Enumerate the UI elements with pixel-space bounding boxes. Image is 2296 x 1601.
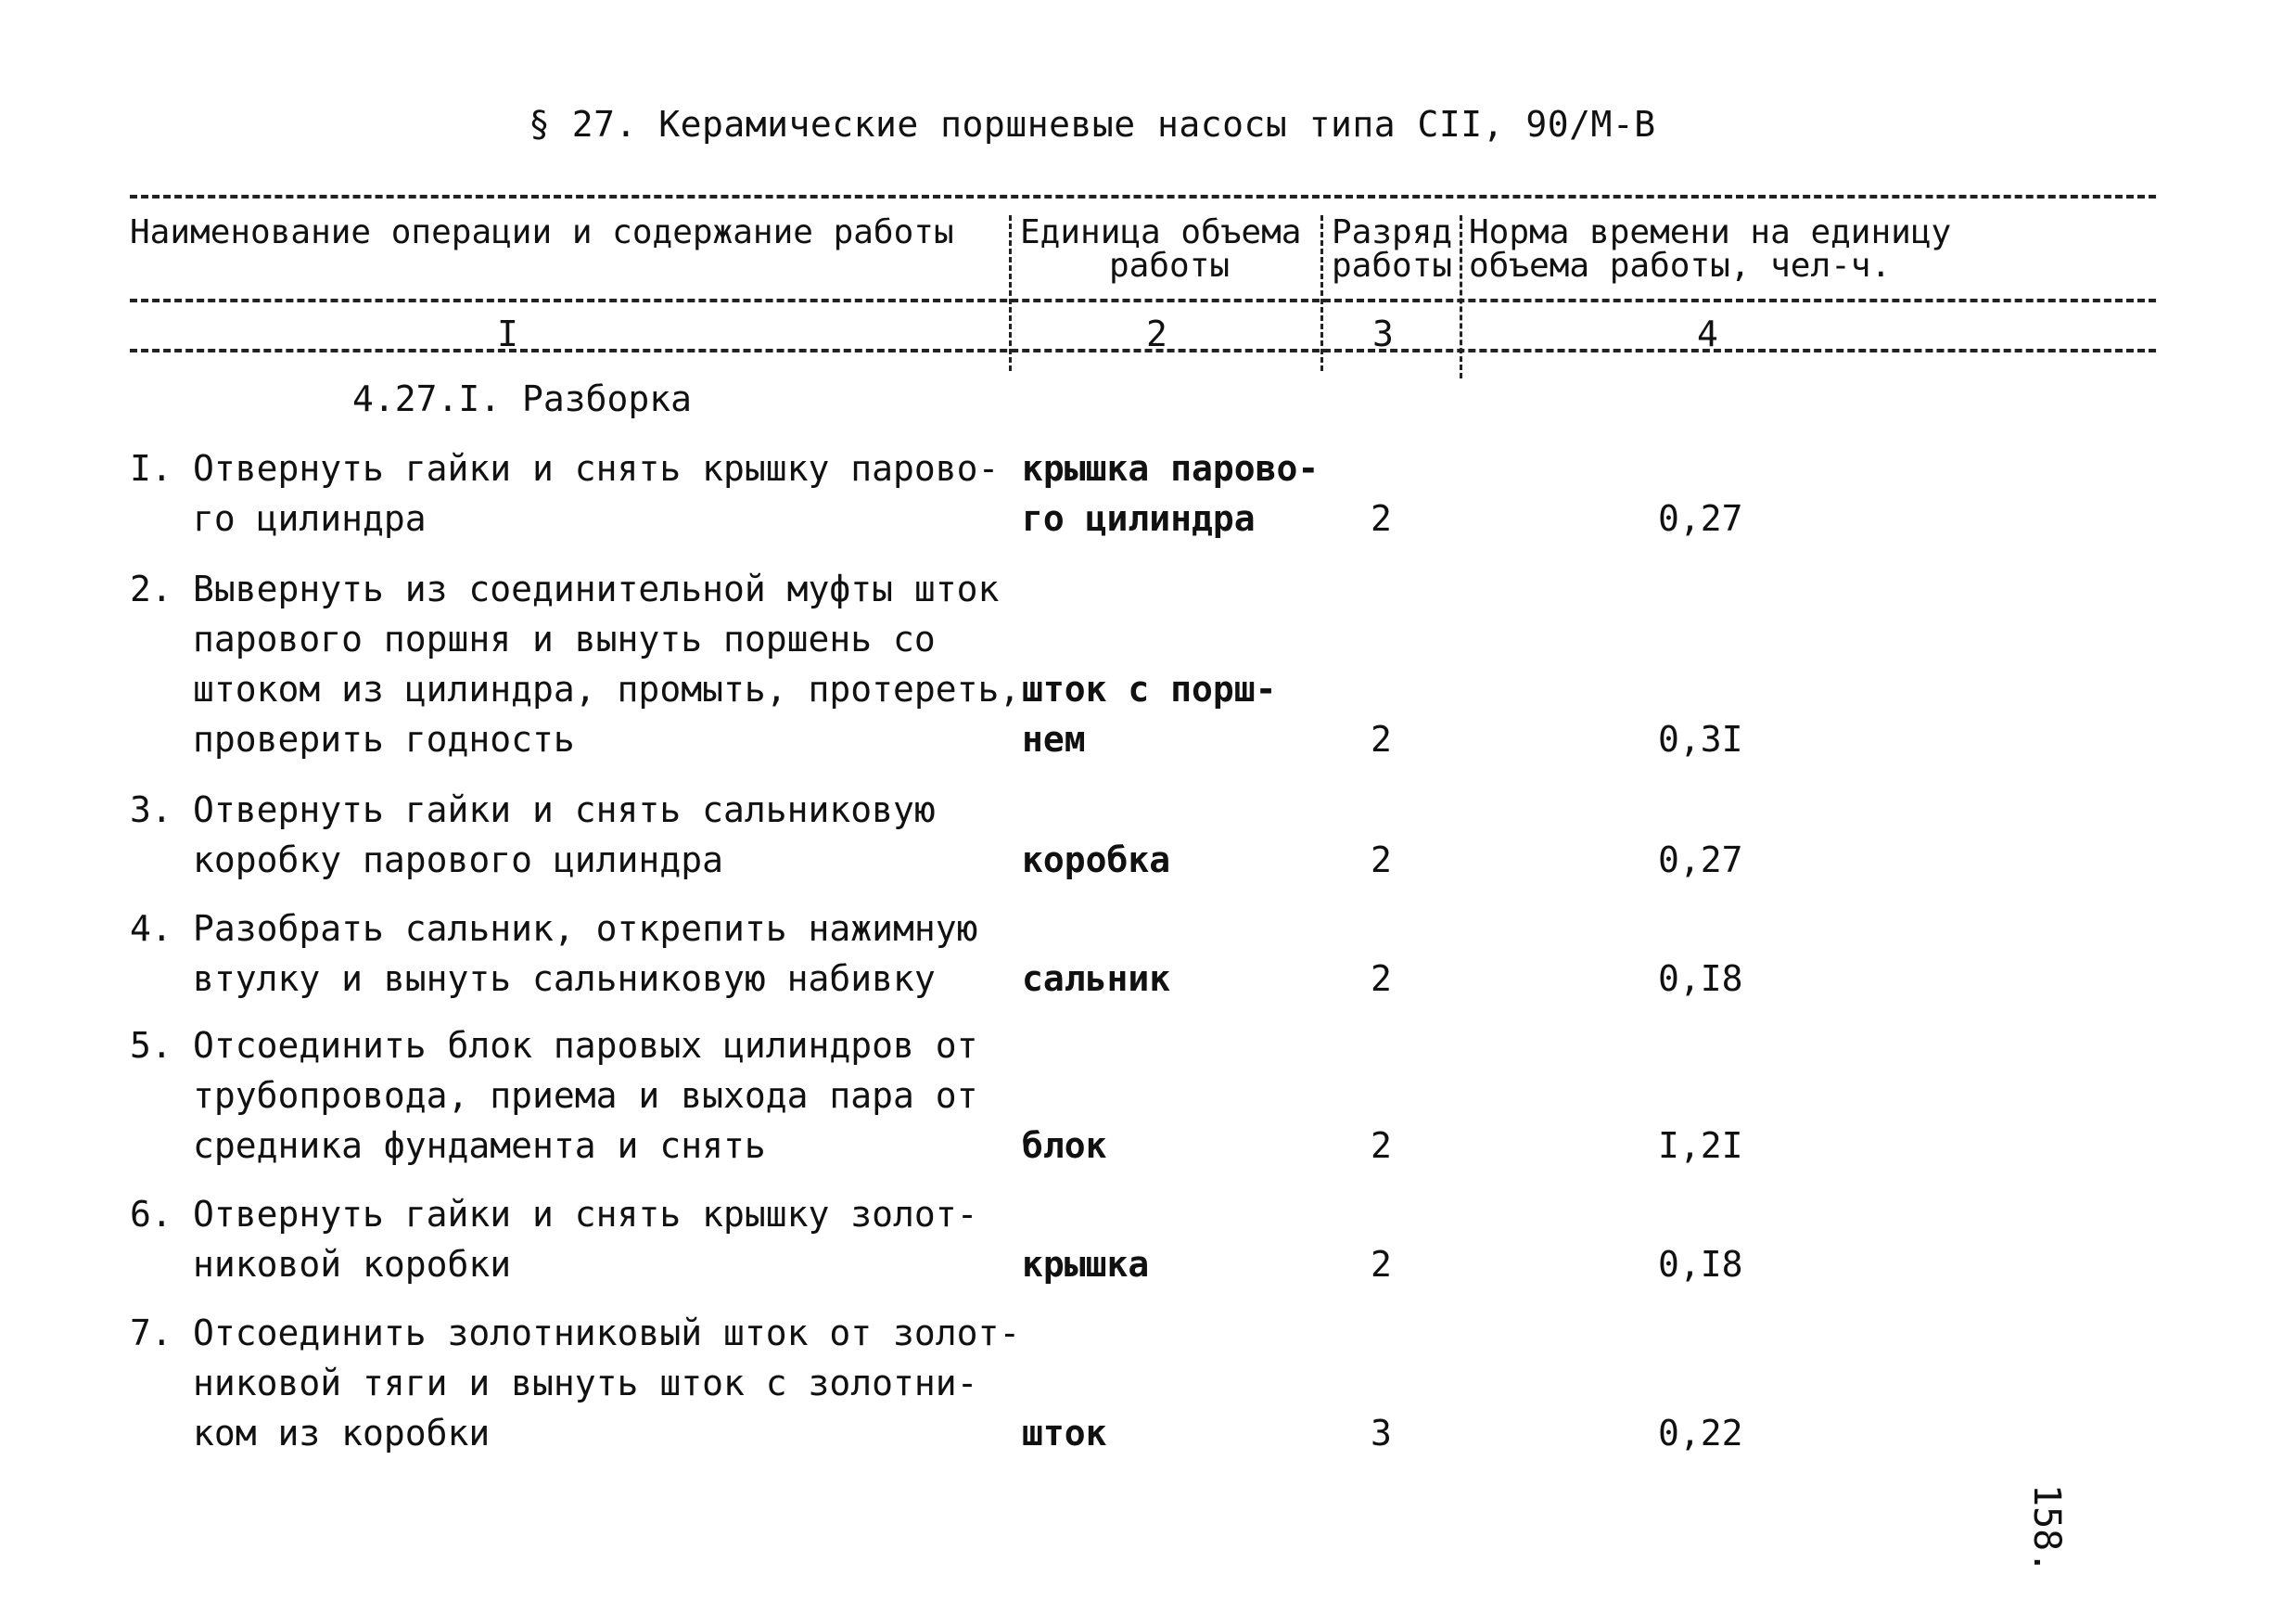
row-description: Вывернуть из соединительной муфты шток парового поршня и вынуть поршень со штоком из цилиндра, промыть, протереть, проверить годность <box>193 569 1021 760</box>
row-grade: 2 <box>1371 1125 1392 1166</box>
row-description: Отвернуть гайки и снять крышку парово- го цилиндра <box>193 448 1000 539</box>
page-title: § 27. Керамические поршневые насосы типа СII, 90/М-В <box>529 104 1656 145</box>
column-number-3: 3 <box>1372 314 1394 354</box>
header-norm-line1: Норма времени на единицу <box>1469 213 1952 251</box>
row-number: 2. <box>130 569 172 609</box>
header-top-rule <box>130 195 2156 199</box>
row-norm: 0,27 <box>1658 839 1743 880</box>
column-separator-2 <box>1320 215 1323 371</box>
header-norm-line2: объема работы, чел-ч. <box>1469 247 1892 285</box>
row-grade: 2 <box>1371 839 1392 880</box>
row-description: Отвернуть гайки и снять крышку золот- никовой коробки <box>193 1194 978 1285</box>
row-unit: блок <box>1022 1125 1107 1166</box>
row-number: 3. <box>130 789 172 830</box>
row-norm: 0,I8 <box>1658 1244 1743 1285</box>
row-unit: крышка парово- го цилиндра <box>1022 448 1320 539</box>
header-operation: Наименование операции и содержание работы <box>130 213 954 251</box>
row-description: Отсоединить золотниковый шток от золот- никовой тяги и вынуть шток с золотни- ком из коробки <box>193 1313 1021 1454</box>
header-mid-rule <box>130 299 2156 302</box>
row-grade: 2 <box>1371 1244 1392 1285</box>
row-unit: коробка <box>1022 839 1171 880</box>
column-number-4: 4 <box>1697 314 1718 354</box>
row-number: 7. <box>130 1313 172 1353</box>
row-description: Разобрать сальник, открепить нажимную втулку и вынуть сальниковую набивку <box>193 908 978 999</box>
header-bottom-rule <box>130 349 2156 352</box>
row-grade: 2 <box>1371 498 1392 539</box>
row-number: 5. <box>130 1025 172 1066</box>
header-grade-line2: работы <box>1332 247 1453 285</box>
page-number: 158. <box>2025 1484 2068 1574</box>
header-grade-line1: Разряд <box>1332 213 1453 251</box>
row-norm: 0,I8 <box>1658 958 1743 999</box>
column-separator-3 <box>1460 215 1462 378</box>
row-description: Отвернуть гайки и снять сальниковую коробку парового цилиндра <box>193 789 936 880</box>
row-unit: шток с порш- нем <box>1022 669 1277 760</box>
row-number: 6. <box>130 1194 172 1235</box>
row-grade: 3 <box>1371 1413 1392 1454</box>
row-number: 4. <box>130 908 172 949</box>
row-norm: I,2I <box>1658 1125 1743 1166</box>
header-unit-line2: работы <box>1109 247 1231 285</box>
column-separator-1 <box>1009 215 1012 371</box>
row-description: Отсоединить блок паровых цилиндров от трубопровода, приема и выхода пара от средника фундамента и снять <box>193 1025 978 1166</box>
row-unit: шток <box>1022 1413 1107 1454</box>
column-number-2: 2 <box>1146 314 1167 354</box>
row-unit: крышка <box>1022 1244 1150 1285</box>
row-norm: 0,22 <box>1658 1413 1743 1454</box>
row-norm: 0,27 <box>1658 498 1743 539</box>
row-grade: 2 <box>1371 958 1392 999</box>
row-norm: 0,3I <box>1658 719 1743 760</box>
section-title: 4.27.I. Разборка <box>352 378 693 419</box>
header-unit-line1: Единица объема <box>1020 213 1302 251</box>
column-number-1: I <box>497 314 518 354</box>
row-unit: сальник <box>1022 958 1171 999</box>
row-number: I. <box>130 448 172 489</box>
row-grade: 2 <box>1371 719 1392 760</box>
